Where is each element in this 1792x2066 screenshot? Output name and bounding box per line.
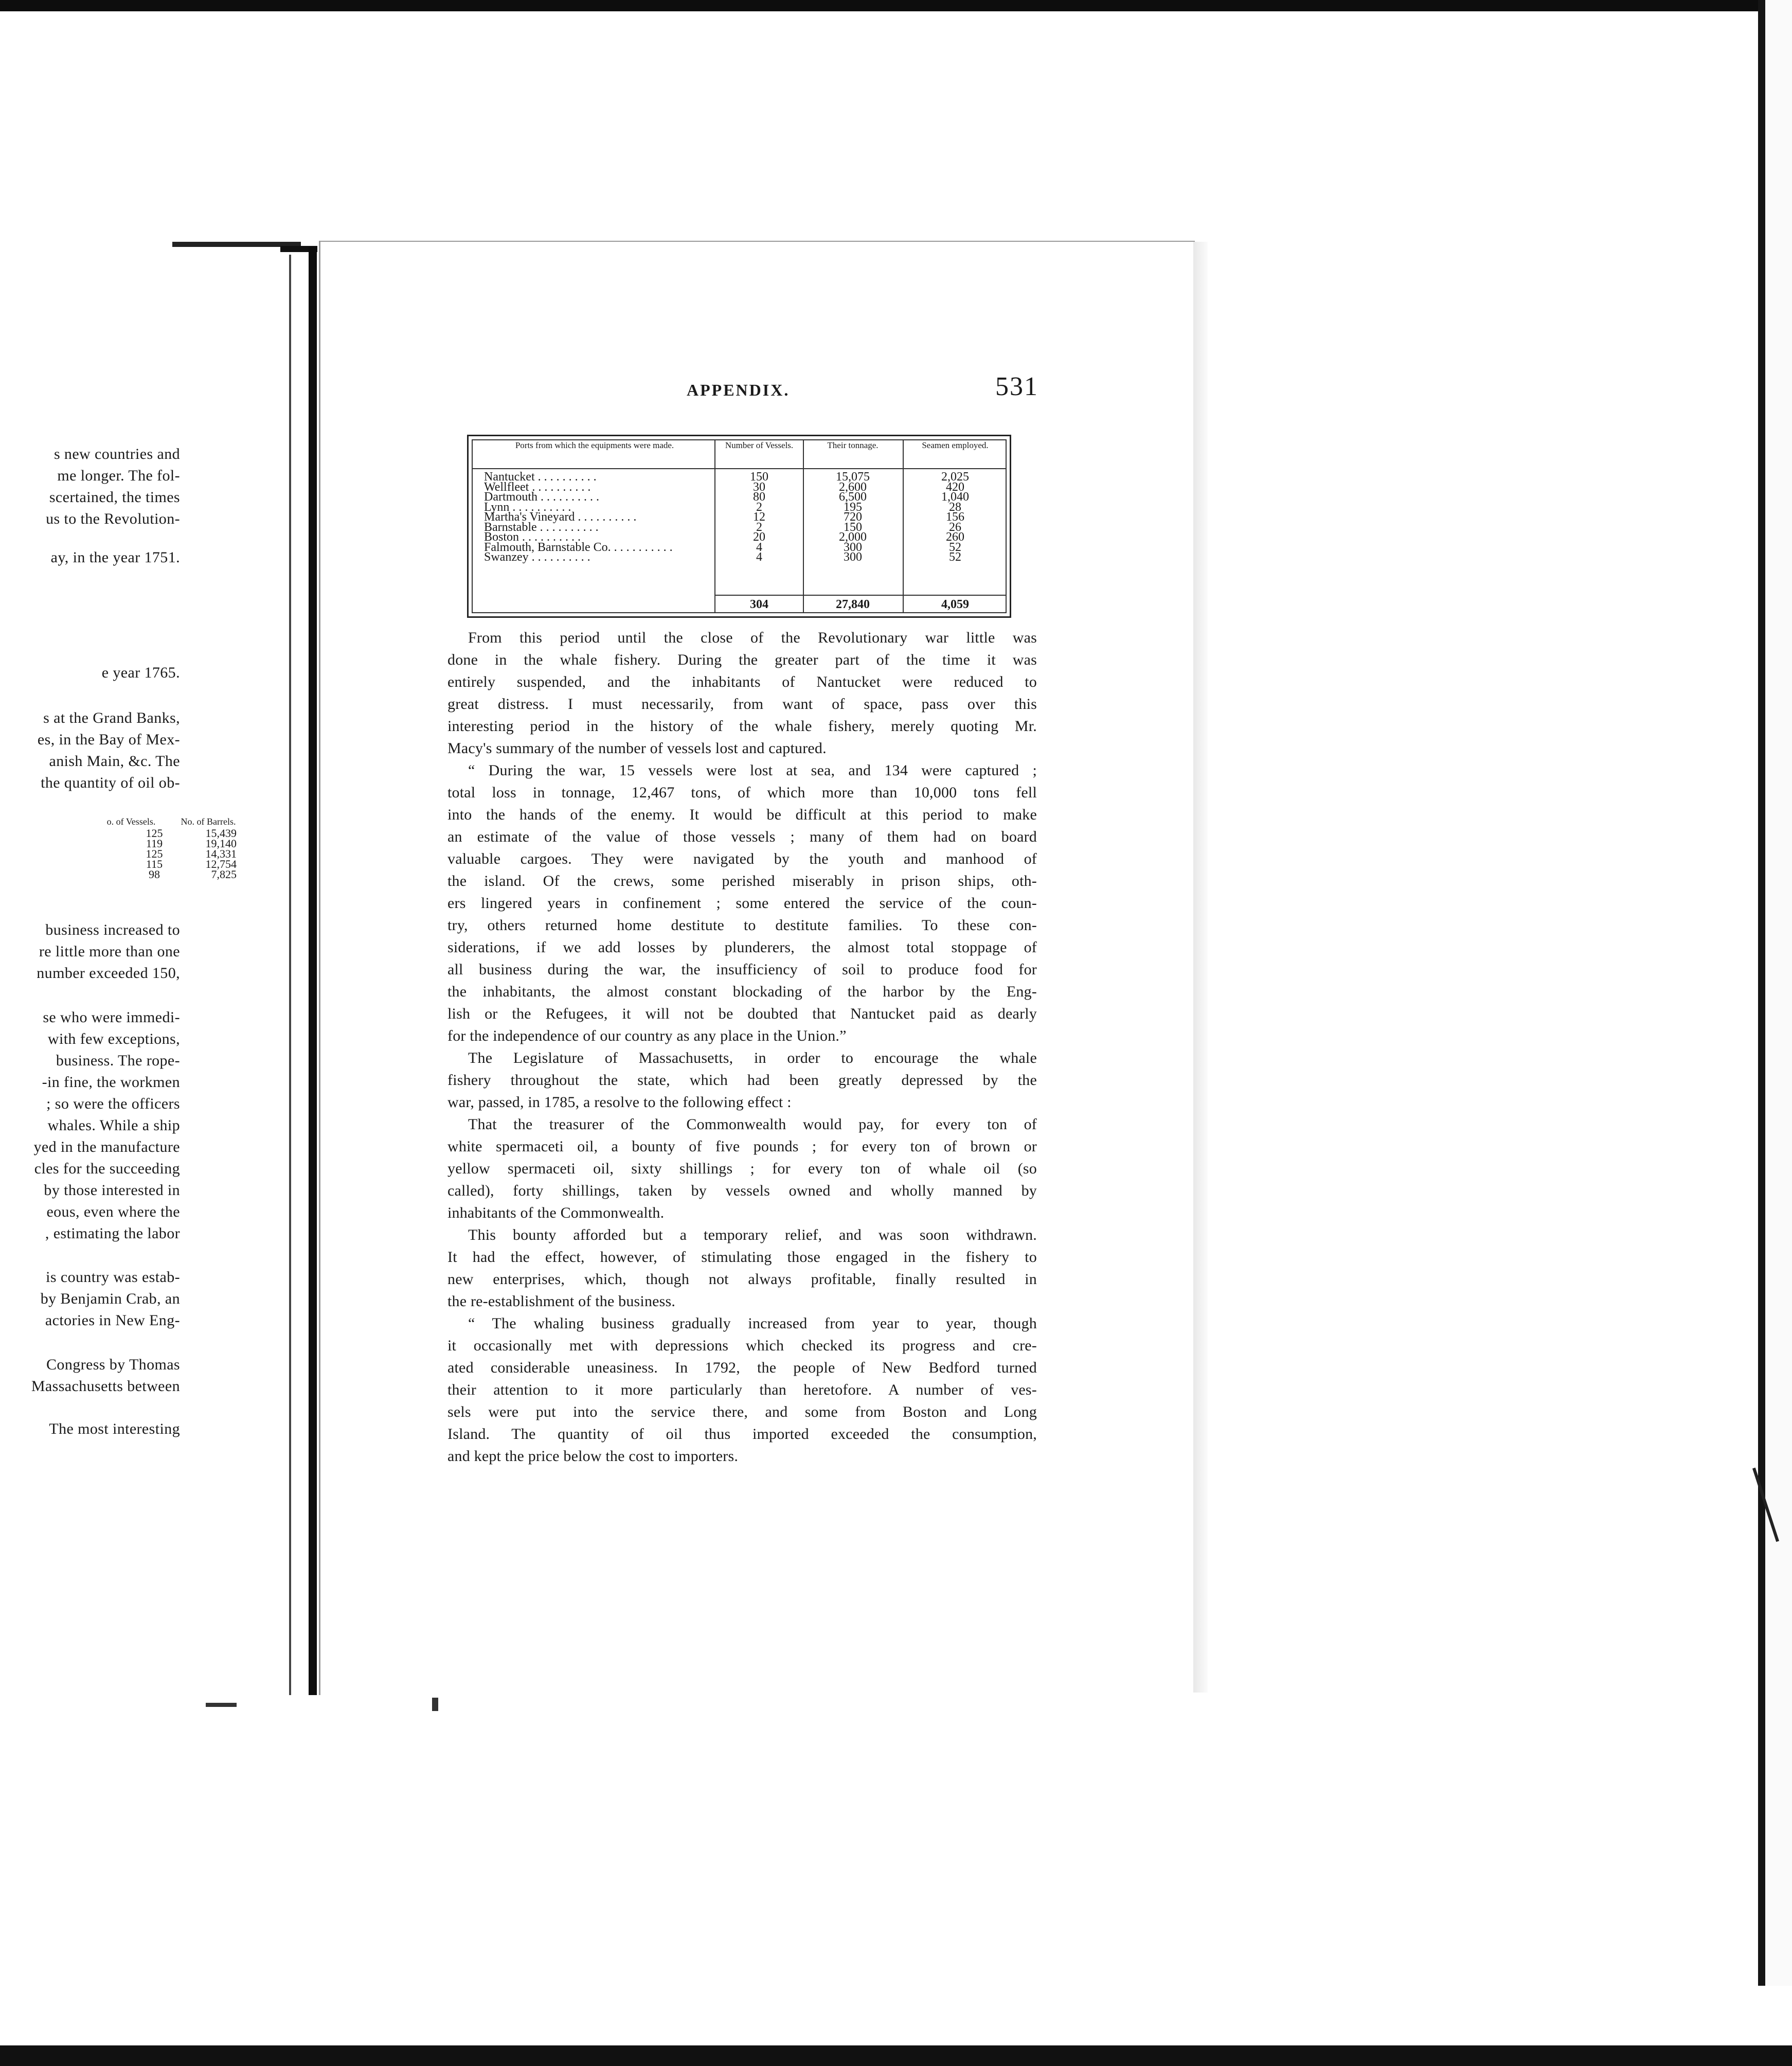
scan-margin-right — [1765, 0, 1792, 1986]
left-text-line: by those interested in — [44, 1182, 180, 1199]
left-table-header: No. of Barrels. — [181, 816, 236, 827]
table-seamen-column: 2,025 420 1,040 28 156 26 260 52 52 — [941, 470, 969, 564]
text-line: inhabitants of the Commonwealth. — [447, 1204, 665, 1221]
table-row-port: Falmouth, Barnstable Co. . . . . . . . . . . — [484, 540, 673, 554]
table-row-port: Swanzey . . . . . . . . . . — [484, 550, 590, 564]
text-line: siderations, if we add losses by plunderers, the almost total stoppage of — [447, 939, 1037, 956]
table-row-port: Dartmouth . . . . . . . . . . — [484, 490, 599, 504]
text-line: Island. The quantity of oil thus imported exceeded the consumption, — [447, 1426, 1037, 1442]
text-line: called), forty shillings, taken by vessels owned and wholly manned by — [447, 1182, 1037, 1199]
left-text-line: number exceeded 150, — [37, 965, 180, 982]
page-number: 531 — [995, 372, 1038, 401]
left-text-line: cles for the succeeding — [34, 1160, 180, 1177]
text-line: total loss in tonnage, 12,467 tons, of which more than 10,000 tons fell — [447, 784, 1037, 801]
table-row-port: Nantucket . . . . . . . . . . — [484, 470, 597, 484]
left-text-line: , estimating the labor — [45, 1225, 180, 1242]
left-table-header: o. of Vessels. — [106, 816, 156, 827]
left-text-line: ay, in the year 1751. — [50, 549, 180, 566]
text-line: it occasionally met with depressions which checked its progress and cre- — [447, 1337, 1037, 1354]
text-line: valuable cargoes. They were navigated by the youth and manhood of — [447, 850, 1037, 867]
left-text-line: anish Main, &c. The — [49, 753, 180, 770]
table-tonnage-column: 15,075 2,600 6,500 195 720 150 2,000 300 300 — [836, 470, 870, 564]
table-row-port: Boston . . . . . . . . . . — [484, 530, 581, 544]
table-header-vessels: Number of Vessels. — [725, 440, 794, 450]
left-text-line: yed in the manufacture — [33, 1138, 180, 1155]
text-line: their attention to it more particularly than heretofore. A number of ves- — [447, 1381, 1037, 1398]
scan-gap-bottom — [0, 2036, 1792, 2045]
text-line: sels were put into the service there, and some from Boston and Long — [447, 1403, 1037, 1420]
text-line: From this period until the close of the Revolutionary war little was — [468, 629, 1037, 646]
left-text-line: e year 1765. — [101, 664, 180, 681]
vessels-table — [467, 435, 1011, 618]
text-line: into the hands of the enemy. It would be difficult at this period to make — [447, 806, 1037, 823]
table-row-port: Barnstable . . . . . . . . . . — [484, 520, 599, 534]
table-header-ports: Ports from which the equipments were made. — [515, 440, 674, 450]
text-line: “ During the war, 15 vessels were lost at sea, and 134 were captured ; — [468, 762, 1037, 779]
left-text-line: whales. While a ship — [47, 1117, 180, 1134]
left-text-line: actories in New Eng- — [45, 1312, 180, 1329]
table-total-vessels: 304 — [750, 598, 768, 611]
text-line: ers lingered years in confinement ; some entered the service of the coun- — [447, 895, 1037, 912]
text-line: the re-establishment of the business. — [447, 1293, 676, 1310]
text-line: interesting period in the history of the whale fishery, merely quoting Mr. — [447, 718, 1037, 735]
text-line: and kept the price below the cost to importers. — [447, 1448, 739, 1465]
gutter-edge — [289, 255, 291, 1695]
page-edge-shadow — [1193, 242, 1208, 1693]
text-line: yellow spermaceti oil, sixty shillings ; for every ton of whale oil (so — [447, 1160, 1037, 1177]
text-line: Macy's summary of the number of vessels lost and captured. — [447, 740, 827, 757]
table-row-port: Martha's Vineyard . . . . . . . . . . — [484, 510, 637, 524]
left-text-line: es, in the Bay of Mex- — [37, 731, 180, 748]
left-text-line: The most interesting — [49, 1420, 180, 1437]
left-text-line: Congress by Thomas — [46, 1356, 180, 1373]
left-text-line: ; so were the officers — [46, 1095, 180, 1112]
text-line: entirely suspended, and the inhabitants of Nantucket were reduced to — [447, 673, 1037, 690]
text-line: That the treasurer of the Commonwealth would pay, for every ton of — [468, 1116, 1037, 1133]
left-text-line: is country was estab- — [46, 1269, 180, 1286]
left-text-line: s at the Grand Banks, — [43, 709, 180, 726]
table-total-tonnage: 27,840 — [836, 598, 870, 611]
table-row-port: Wellfleet . . . . . . . . . . — [484, 480, 591, 494]
text-line: try, others returned home destitute to destitute families. To these con- — [447, 917, 1037, 934]
text-line: new enterprises, which, though not always profitable, finally resulted in — [447, 1271, 1037, 1288]
table-header-tonnage: Their tonnage. — [827, 440, 879, 450]
table-total-seamen: 4,059 — [941, 598, 969, 611]
left-text-line: se who were immedi- — [43, 1009, 180, 1026]
left-table-vessels: 125 119 125 115 98 — [146, 827, 163, 881]
scan-border-right — [1758, 0, 1765, 1986]
text-line: lish or the Refugees, it will not be doubted that Nantucket paid as dearly — [447, 1005, 1037, 1022]
table-header-seamen: Seamen employed. — [922, 440, 989, 450]
left-text-line: business increased to — [45, 921, 180, 938]
gutter-binding — [309, 247, 317, 1695]
text-line: great distress. I must necessarily, from want of space, pass over this — [447, 696, 1037, 713]
text-line: war, passed, in 1785, a resolve to the following effect : — [447, 1094, 792, 1111]
left-text-line: eous, even where the — [46, 1203, 180, 1220]
scan-border-top — [0, 0, 1764, 11]
left-text-line: scertained, the times — [49, 489, 180, 506]
scan-mark — [206, 1703, 237, 1707]
text-line: The Legislature of Massachusetts, in order to encourage the whale — [468, 1049, 1037, 1066]
running-head: APPENDIX. — [687, 381, 790, 399]
left-text-line: me longer. The fol- — [57, 467, 180, 484]
text-line: It had the effect, however, of stimulating those engaged in the fishery to — [447, 1249, 1037, 1266]
scan-mark — [432, 1698, 438, 1711]
table-row-port: Lynn . . . . . . . . . . — [484, 500, 571, 514]
text-line: an estimate of the value of those vessels ; many of them had on board — [447, 828, 1037, 845]
body-text — [447, 627, 1037, 1467]
text-line: “ The whaling business gradually increased from year to year, though — [468, 1315, 1037, 1332]
text-line: fishery throughout the state, which had been greatly depressed by the — [447, 1072, 1037, 1089]
left-text-line: by Benjamin Crab, an — [40, 1290, 180, 1307]
left-text-line: re little more than one — [39, 943, 180, 960]
text-line: white spermaceti oil, a bounty of five pounds ; for every ton of brown or — [447, 1138, 1037, 1155]
text-line: all business during the war, the insufficiency of soil to produce food for — [447, 961, 1037, 978]
left-text-line: -in fine, the workmen — [42, 1074, 180, 1091]
text-line: ated considerable uneasiness. In 1792, the people of New Bedford turned — [447, 1359, 1037, 1376]
table-ports-column — [484, 472, 673, 563]
text-line: This bounty afforded but a temporary relief, and was soon withdrawn. — [468, 1226, 1037, 1243]
text-line: the inhabitants, the almost constant blockading of the harbor by the Eng- — [447, 983, 1037, 1000]
left-table-barrels: 15,439 19,140 14,331 12,754 7,825 — [205, 827, 237, 881]
text-line: for the independence of our country as any place in the Union.” — [447, 1027, 847, 1044]
left-page — [0, 242, 288, 1703]
left-text-line: the quantity of oil ob- — [41, 774, 180, 791]
text-line: the island. Of the crews, some perished miserably in prison ships, oth- — [447, 872, 1037, 889]
text-line: done in the whale fishery. During the greater part of the time it was — [447, 651, 1037, 668]
left-text-line: with few exceptions, — [47, 1030, 180, 1047]
table-vessels-column: 150 30 80 2 12 2 20 4 4 — [750, 470, 768, 564]
left-text-line: us to the Revolution- — [46, 510, 180, 527]
left-text-line: business. The rope- — [56, 1052, 180, 1069]
left-text-line: s new countries and — [53, 446, 180, 462]
left-text-line: Massachusetts between — [31, 1378, 180, 1395]
